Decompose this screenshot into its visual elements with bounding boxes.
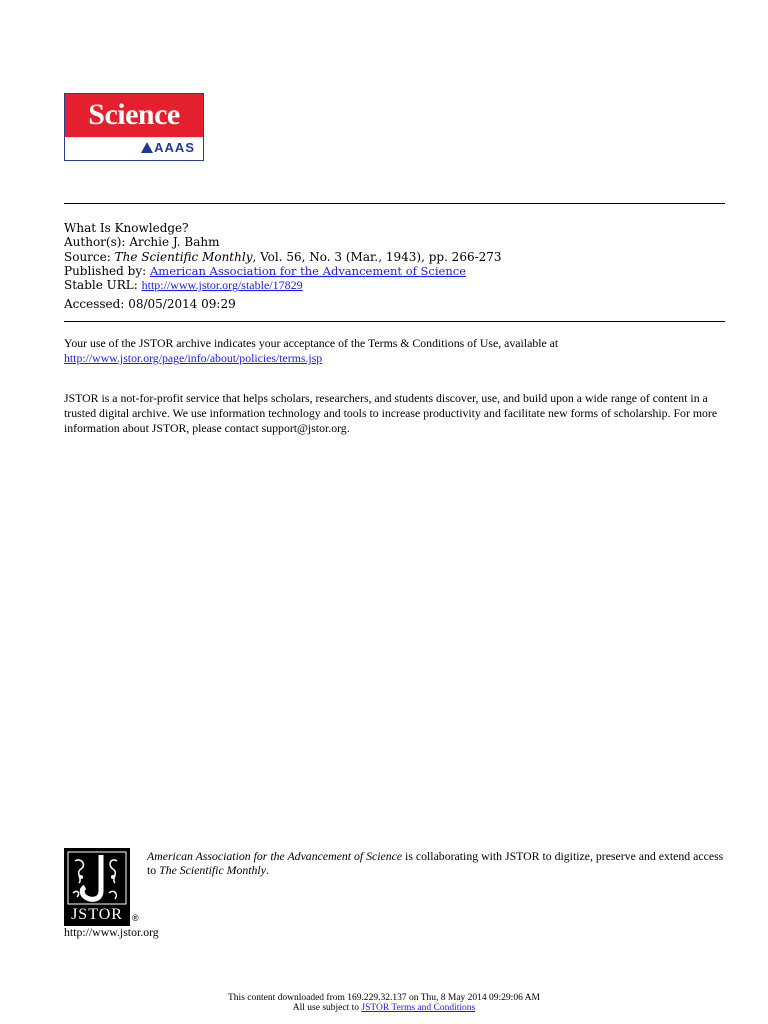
article-publisher: Published by: American Association for the Advancement of Science	[64, 264, 467, 278]
journal-name: The Scientific Monthly	[114, 250, 253, 264]
aaas-label: AAAS	[154, 140, 195, 155]
article-authors: Author(s): Archie J. Bahm	[64, 235, 220, 249]
top-divider	[64, 203, 725, 204]
aaas-triangle-icon	[141, 142, 153, 153]
science-aaas-logo	[64, 93, 204, 161]
article-title: What Is Knowledge?	[64, 221, 189, 235]
publisher-link[interactable]: American Association for the Advancement of Science	[149, 264, 467, 278]
registered-mark: ®	[132, 913, 139, 923]
terms-footer: All use subject to JSTOR Terms and Conditions	[292, 1003, 476, 1013]
jstor-logo-text: JSTOR	[71, 906, 123, 923]
download-notice: This content downloaded from 169.229.32.137 on Thu, 8 May 2014 09:29:06 AM	[228, 993, 540, 1003]
article-stable-url: Stable URL: http://www.jstor.org/stable/17829	[64, 278, 303, 292]
jstor-terms-link[interactable]: JSTOR Terms and Conditions	[361, 1003, 476, 1013]
jstor-about: JSTOR is a not-for-profit service that helps scholars, researchers, and students discover, use, and build upon a wide range of content in a trusted digital archive. We use information technology and tools to increase productivity and facilitate new forms of scholarship. For more information about JSTOR, please contact support@jstor.org.	[64, 391, 718, 435]
terms-link[interactable]: http://www.jstor.org/page/info/about/policies/terms.jsp	[64, 351, 323, 365]
article-source: Source: The Scientific Monthly, Vol. 56, No. 3 (Mar., 1943), pp. 266-273	[64, 250, 502, 264]
collaboration-notice: American Association for the Advancement of Science is collaborating with JSTOR to digitize, preserve and extend access to The Scientific Monthly.	[147, 849, 724, 877]
aaas-logo-text	[141, 140, 195, 155]
jstor-url[interactable]: http://www.jstor.org	[64, 925, 159, 939]
middle-divider	[64, 321, 725, 322]
stable-url-link[interactable]: http://www.jstor.org/stable/17829	[141, 278, 303, 292]
jstor-ornament-icon	[65, 849, 129, 905]
science-logo-text: Science	[65, 94, 203, 137]
terms-notice: Your use of the JSTOR archive indicates your acceptance of the Terms & Conditions of Use, available at http://www.jstor.org/page/info/about/policies/terms.jsp	[64, 336, 559, 365]
article-accessed: Accessed: 08/05/2014 09:29	[64, 297, 236, 311]
